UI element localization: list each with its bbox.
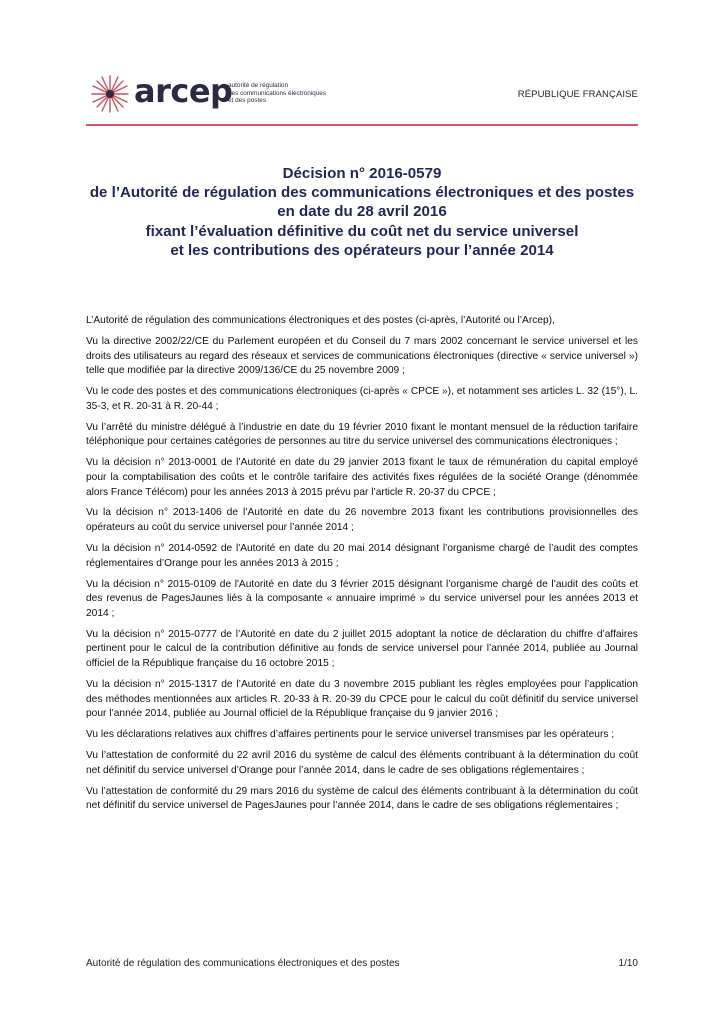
paragraph: Vu la directive 2002/22/CE du Parlement européen et du Conseil du 7 mars 2002 concernant le service universel et les droits des utilisateurs au regard des réseaux et services de communications électroniques (directive « service universel ») telle que modifiée par la directive 2009/136/CE du 25 novembre 2009 ; (86, 335, 638, 377)
logo-tagline-line: des communications électroniques (228, 89, 327, 97)
paragraph: Vu la décision n° 2015-0109 de l'Autorité en date du 3 février 2015 désignant l’organisme chargé de l’audit des coûts et des revenus de PagesJaunes liés à la composante « annuaire imprimé » du service universel pour les années 2013 et 2014 ; (86, 578, 638, 619)
logo-tagline-line: et des postes (228, 97, 267, 105)
page-number: 1/10 (618, 958, 638, 969)
title-line: en date du 28 avril 2016 (277, 203, 447, 221)
paragraph: Vu les déclarations relatives aux chiffres d’affaires pertinents pour le service universel transmises par les opérateurs ; (86, 729, 615, 741)
title-line: Décision n° 2016-0579 (282, 165, 442, 182)
arcep-logo (86, 70, 326, 118)
title-line: de l’Autorité de régulation des communications électroniques et des postes (89, 184, 635, 202)
logo-tagline (228, 82, 338, 105)
decision-title (86, 164, 638, 260)
title-line: fixant l’évaluation définitive du coût net du service universel (145, 222, 579, 240)
document-body (86, 314, 638, 820)
paragraph: Vu la décision n° 2013-0001 de l’Autorité en date du 29 janvier 2013 fixant le taux de rémunération du capital employé pour la comptabilisation des coûts et le contrôle tarifaire des activités fixes régulées de la société Orange (dénommée alors France Télécom) pour les années 2013 à 2015 prévu par l’article R. 20-37 du CPCE ; (86, 457, 638, 498)
page-header (86, 70, 638, 124)
logo-tagline-line: autorité de régulation (228, 82, 289, 89)
paragraph: Vu la décision n° 2013-1406 de l’Autorité en date du 26 novembre 2013 fixant les contributions provisionnelles des opérateurs au coût du service universel pour l’année 2014 ; (86, 507, 638, 534)
paragraph: Vu la décision n° 2015-1317 de l’Autorité en date du 3 novembre 2015 publiant les règles employées pour l’application des méthodes mentionnées aux articles R. 20-33 à R. 20-39 du CPCE pour le calcul du coût définitif du service universel pour l’année 2014, publiée au Journal officiel de la République française du 9 janvier 2016 ; (86, 678, 638, 720)
title-line: et les contributions des opérateurs pour l’année 2014 (170, 241, 554, 259)
paragraph: L’Autorité de régulation des communications électroniques et des postes (ci-après, l’Autorité ou l’Arcep), (86, 315, 555, 326)
paragraph: Vu l’attestation de conformité du 22 avril 2016 du système de calcul des éléments contribuant à la détermination du coût net définitif du service universel d’Orange pour l’année 2014, dans le cadre de ses obligations réglementaires ; (86, 750, 638, 776)
footer-authority: Autorité de régulation des communications électroniques et des postes (86, 958, 400, 969)
paragraph: Vu l’arrêté du ministre délégué à l’industrie en date du 19 février 2010 fixant le montant mensuel de la réduction tarifaire téléphonique pour certaines catégories de personnes au titre du service universel des communications électroniques ; (86, 421, 638, 448)
logo-wordmark: arcep (134, 72, 233, 110)
paragraph: Vu le code des postes et des communications électroniques (ci-après « CPCE »), et notamment ses articles L. 32 (15°), L. 35-3, et R. 20-31 à R. 20-44 ; (86, 386, 638, 412)
header-divider (86, 124, 638, 126)
paragraph: Vu la décision n° 2014-0592 de l'Autorité en date du 20 mai 2014 désignant l’organisme chargé de l’audit des comptes réglementaires d’Orange pour les années 2013 à 2015 ; (86, 543, 638, 569)
paragraph: Vu la décision n° 2015-0777 de l’Autorité en date du 2 juillet 2015 adoptant la notice de déclaration du chiffre d’affaires pertinent pour le calcul de la contribution définitive au fonds de service universel pour l’année 2014, publiée au Journal officiel de la République française du 16 octobre 2015 ; (86, 628, 638, 669)
arcep-starburst-icon (90, 74, 130, 114)
republic-label: RÉPUBLIQUE FRANÇAISE (517, 89, 638, 100)
paragraph: Vu l’attestation de conformité du 29 mars 2016 du système de calcul des éléments contribuant à la détermination du coût net définitif du service universel de PagesJaunes pour l’année 2014, dans le cadre de ses obligations réglementaires ; (86, 785, 638, 812)
